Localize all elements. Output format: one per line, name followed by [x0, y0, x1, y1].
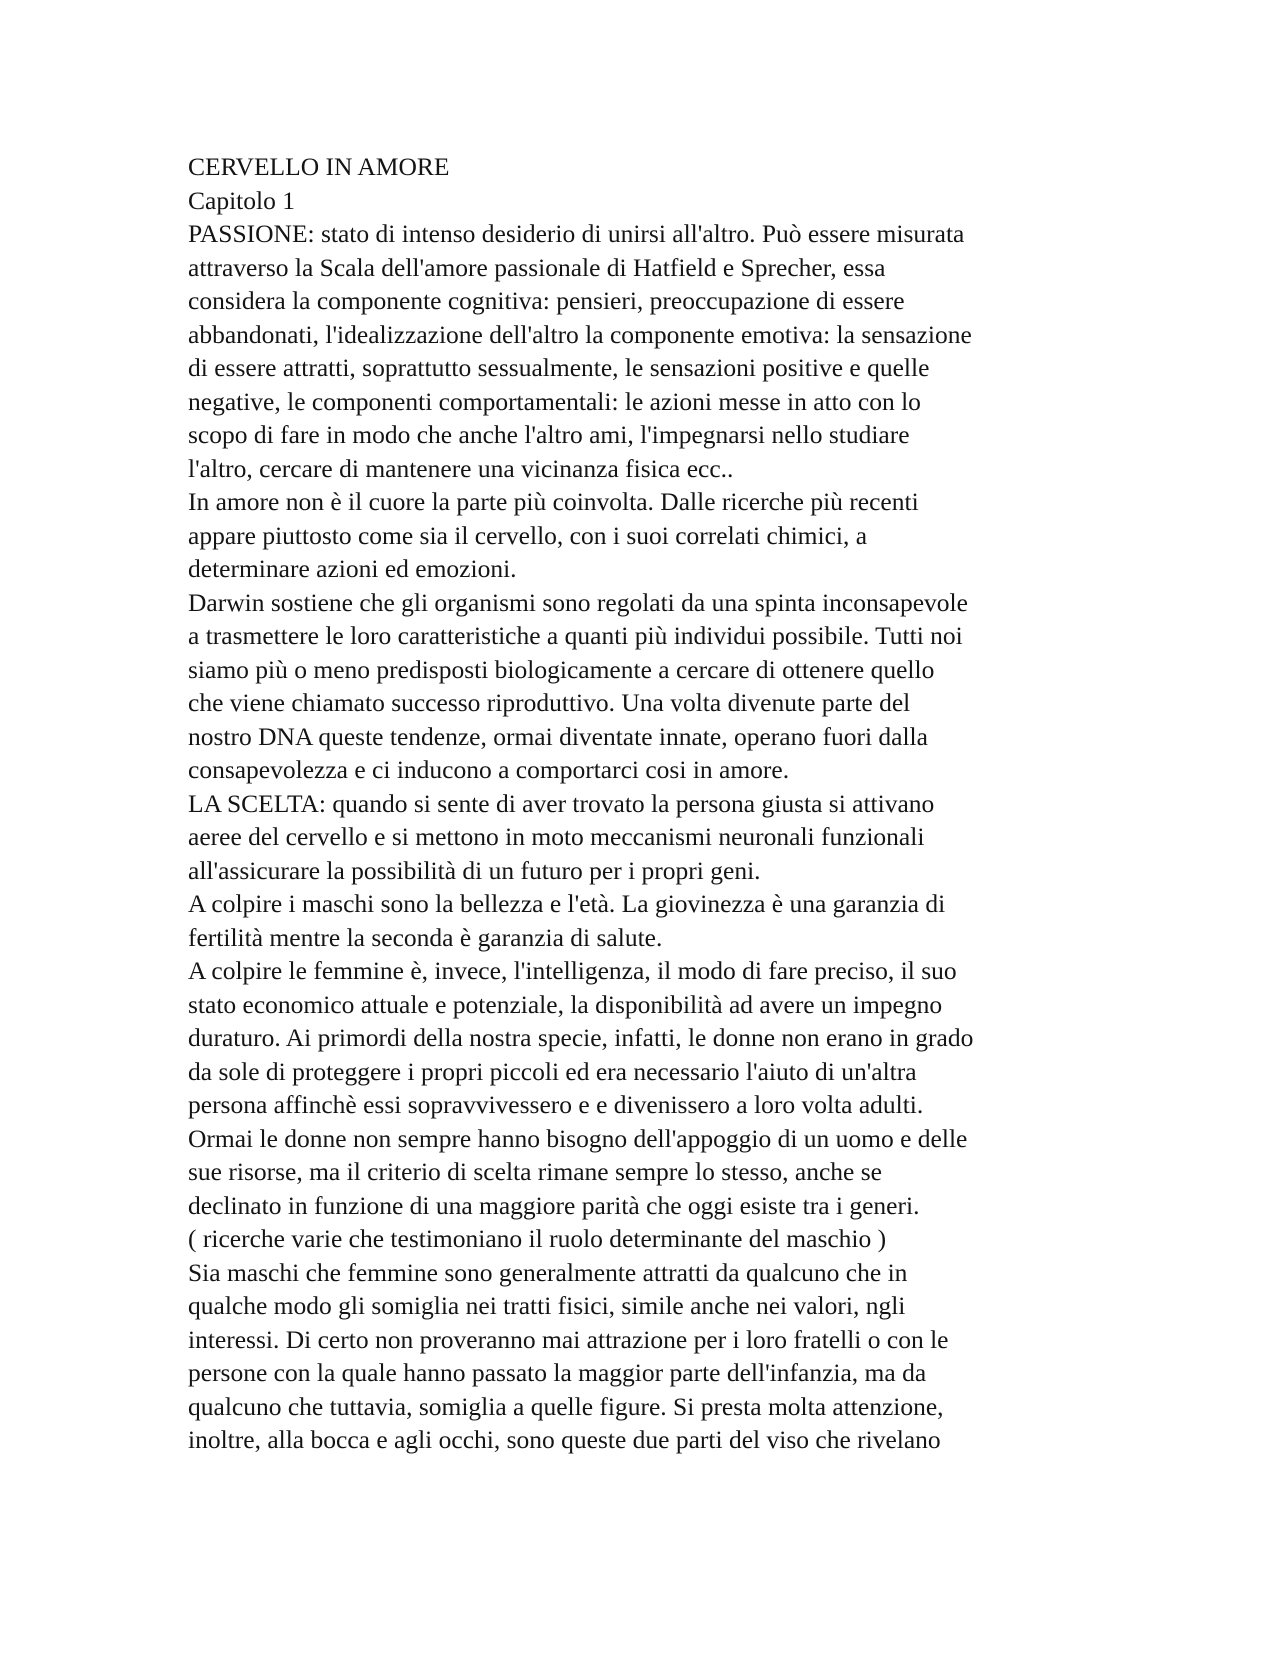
- text-line: determinare azioni ed emozioni.: [188, 554, 517, 583]
- text-line: a trasmettere le loro caratteristiche a quanti più individui possibile. Tutti noi: [188, 621, 963, 650]
- text-line: interessi. Di certo non proveranno mai attrazione per i loro fratelli o con le: [188, 1324, 949, 1354]
- text-line: considera la componente cognitiva: pensieri, preoccupazione di essere: [188, 286, 905, 315]
- text-line: PASSIONE: stato di intenso desiderio di unirsi all'altro. Può essere misurata: [188, 219, 965, 248]
- text-line: siamo più o meno predisposti biologicamente a cercare di ottenere quello: [188, 654, 935, 684]
- text-line: Sia maschi che femmine sono generalmente attratti da qualcuno che in: [188, 1257, 908, 1287]
- text-line: duraturo. Ai primordi della nostra specie, infatti, le donne non erano in grado: [188, 1023, 974, 1052]
- text-line: LA SCELTA: quando si sente di aver trovato la persona giusta si attivano: [188, 788, 935, 818]
- text-line: declinato in funzione di una maggiore parità che oggi esiste tra i generi.: [188, 1190, 920, 1220]
- text-line: persone con la quale hanno passato la maggior parte dell'infanzia, ma da: [188, 1358, 927, 1387]
- text-line: all'assicurare la possibilità di un futuro per i propri geni.: [188, 855, 761, 885]
- text-line: qualche modo gli somiglia nei tratti fisici, simile anche nei valori, ngli: [188, 1291, 906, 1320]
- text-line: fertilità mentre la seconda è garanzia di salute.: [188, 922, 663, 952]
- text-line: In amore non è il cuore la parte più coinvolta. Dalle ricerche più recenti: [188, 487, 919, 516]
- text-line: ( ricerche varie che testimoniano il ruolo determinante del maschio ): [188, 1224, 887, 1253]
- text-line: A colpire le femmine è, invece, l'intelligenza, il modo di fare preciso, il suo: [188, 956, 957, 985]
- text-line: nostro DNA queste tendenze, ormai diventate innate, operano fuori dalla: [188, 721, 928, 751]
- text-line: A colpire i maschi sono la bellezza e l'età. La giovinezza è una garanzia di: [188, 889, 946, 918]
- text-line: inoltre, alla bocca e agli occhi, sono queste due parti del viso che rivelano: [188, 1425, 941, 1454]
- text-line: appare piuttosto come sia il cervello, con i suoi correlati chimici, a: [188, 520, 868, 550]
- text-line: attraverso la Scala dell'amore passionale di Hatfield e Sprecher, essa: [188, 252, 886, 282]
- document-title: CERVELLO IN AMORE: [188, 152, 450, 181]
- body-text: [188, 217, 1108, 1457]
- text-line: da sole di proteggere i propri piccoli ed era necessario l'aiuto di un'altra: [188, 1056, 917, 1086]
- text-line: l'altro, cercare di mantenere una vicinanza fisica ecc..: [188, 453, 734, 483]
- text-line: negative, le componenti comportamentali: le azioni messe in atto con lo: [188, 386, 921, 416]
- text-line: Darwin sostiene che gli organismi sono regolati da una spinta inconsapevole: [188, 587, 968, 617]
- chapter-heading: Capitolo 1: [188, 185, 295, 215]
- text-line: che viene chiamato successo riproduttivo. Una volta divenute parte del: [188, 688, 911, 717]
- text-line: consapevolezza e ci inducono a comportarci cosi in amore.: [188, 755, 790, 784]
- text-line: Ormai le donne non sempre hanno bisogno dell'appoggio di un uomo e delle: [188, 1123, 968, 1153]
- document-body: [188, 150, 1108, 1457]
- text-line: persona affinchè essi sopravvivessero e e divenissero a loro volta adulti.: [188, 1090, 924, 1119]
- text-line: di essere attratti, soprattutto sessualmente, le sensazioni positive e quelle: [188, 353, 930, 382]
- text-line: scopo di fare in modo che anche l'altro ami, l'impegnarsi nello studiare: [188, 420, 910, 449]
- text-line: stato economico attuale e potenziale, la disponibilità ad avere un impegno: [188, 989, 943, 1019]
- text-line: sue risorse, ma il criterio di scelta rimane sempre lo stesso, anche se: [188, 1157, 882, 1186]
- text-line: abbandonati, l'idealizzazione dell'altro la componente emotiva: la sensazione: [188, 319, 972, 349]
- text-line: qualcuno che tuttavia, somiglia a quelle figure. Si presta molta attenzione,: [188, 1391, 944, 1421]
- text-line: aeree del cervello e si mettono in moto meccanismi neuronali funzionali: [188, 822, 925, 851]
